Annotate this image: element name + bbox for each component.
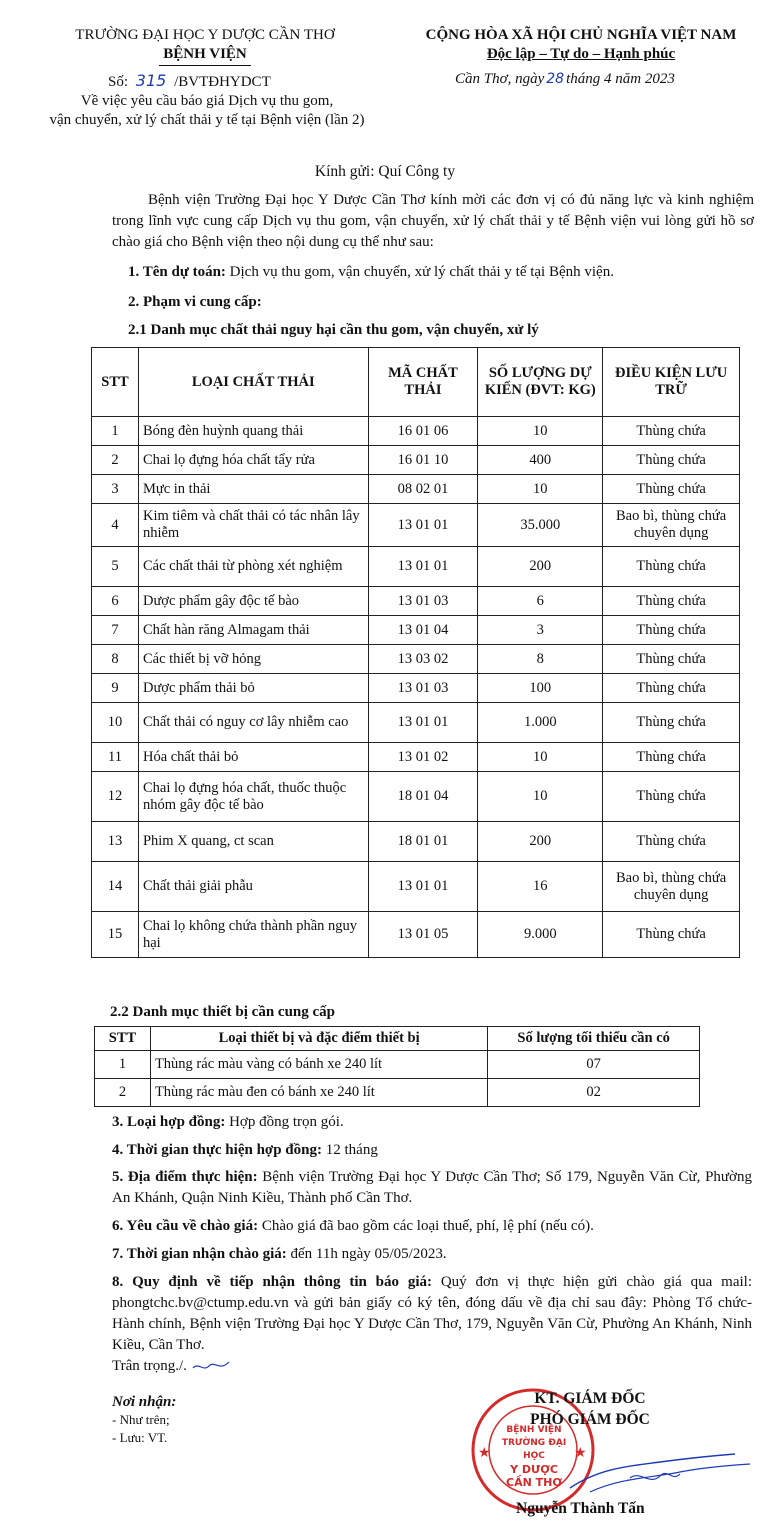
item-3-text: Hợp đồng trọn gói. <box>225 1114 344 1130</box>
row-waste-type: Dược phẩm thải bỏ <box>138 674 368 703</box>
recipient-line: - Như trên; <box>112 1412 170 1427</box>
row-waste-code: 13 01 01 <box>368 504 478 547</box>
row-waste-code: 13 01 01 <box>368 703 478 743</box>
item-5 <box>112 1167 752 1209</box>
row-waste-code: 13 01 02 <box>368 743 478 772</box>
hospital-name-text: BỆNH VIỆN <box>163 46 247 62</box>
waste-table-row <box>92 674 740 703</box>
row-storage: Thùng chứa <box>603 703 740 743</box>
item-3-label: 3. Loại hợp đồng: <box>112 1114 226 1130</box>
row-quantity: 6 <box>478 587 603 616</box>
item-8-text: Quý đơn vị thực hiện gửi chào giá qua mail: phongtchc.bv@ctump.edu.vn và gửi bản giấy có ký tên, đóng dấu về địa chỉ sau đây: Phòng Tổ chức-Hành chính, Bệnh viện Trường Đại học Y Dược Cần Thơ, 179, Nguyễn Văn Cừ, Phường An Khánh, Ninh Kiều, Cần Thơ. <box>112 1274 752 1353</box>
waste-table-row <box>92 743 740 772</box>
row-stt: 9 <box>92 674 139 703</box>
recipients-title: Nơi nhận: <box>112 1394 177 1410</box>
equipment-table <box>94 1026 700 1107</box>
row-waste-code: 13 01 01 <box>368 547 478 587</box>
row-storage: Bao bì, thùng chứa chuyên dụng <box>603 862 740 912</box>
date-line <box>455 71 675 88</box>
section-2-1: 2.1 Danh mục chất thải nguy hại cần thu gom, vận chuyển, xử lý <box>128 322 539 338</box>
row-storage: Thùng chứa <box>603 475 740 504</box>
date-suffix: tháng 4 năm 2023 <box>566 71 675 87</box>
waste-table-row <box>92 645 740 674</box>
row-waste-type: Chất thải giải phẫu <box>138 862 368 912</box>
signature-title <box>490 1388 690 1430</box>
row-storage: Bao bì, thùng chứa chuyên dụng <box>603 504 740 547</box>
equipment-table-header <box>95 1027 700 1051</box>
handwritten-signature <box>560 1448 760 1508</box>
item-6-text: Chào giá đã bao gồm các loại thuế, phí, lệ phí (nếu có). <box>258 1218 594 1234</box>
row-waste-code: 13 01 03 <box>368 587 478 616</box>
doc-no-suffix: /BVTĐHYDCT <box>174 74 271 90</box>
subject-line1: Về việc yêu cầu báo giá Dịch vụ thu gom, <box>80 93 334 109</box>
signature-line2: PHÓ GIÁM ĐỐC <box>530 1411 650 1428</box>
col-waste-type: LOẠI CHẤT THẢI <box>138 348 368 417</box>
row-storage: Thùng chứa <box>603 912 740 958</box>
signer-name: Nguyễn Thành Tấn <box>516 1500 645 1517</box>
col-min-quantity: Số lượng tối thiểu cần có <box>488 1027 700 1051</box>
subject <box>24 92 390 130</box>
row-quantity: 8 <box>478 645 603 674</box>
item-8-label: 8. Quy định về tiếp nhận thông tin báo giá: <box>112 1274 433 1290</box>
col-stt: STT <box>95 1027 151 1051</box>
university-name: TRƯỜNG ĐẠI HỌC Y DƯỢC CẦN THƠ <box>75 27 335 43</box>
waste-table-row <box>92 616 740 645</box>
row-storage: Thùng chứa <box>603 616 740 645</box>
stamp-line: BỆNH VIỆN <box>506 1425 562 1435</box>
item-7-text: đến 11h ngày 05/05/2023. <box>286 1246 447 1262</box>
row-stt: 3 <box>92 475 139 504</box>
svg-text:★: ★ <box>478 1445 491 1461</box>
waste-table-row <box>92 912 740 958</box>
row-stt: 1 <box>95 1051 151 1079</box>
row-waste-type: Dược phẩm gây độc tế bào <box>138 587 368 616</box>
row-waste-code: 13 01 05 <box>368 912 478 958</box>
row-storage: Thùng chứa <box>603 822 740 862</box>
row-stt: 6 <box>92 587 139 616</box>
closing <box>112 1358 231 1375</box>
initial-mark <box>191 1360 231 1374</box>
row-waste-type: Phim X quang, ct scan <box>138 822 368 862</box>
recipients <box>112 1393 176 1447</box>
row-waste-type: Chai lọ đựng hóa chất, thuốc thuộc nhóm gây độc tế bào <box>138 772 368 822</box>
row-waste-code: 08 02 01 <box>368 475 478 504</box>
row-storage: Thùng chứa <box>603 587 740 616</box>
waste-table-row <box>92 475 740 504</box>
row-stt: 8 <box>92 645 139 674</box>
item-6 <box>112 1216 752 1237</box>
row-stt: 2 <box>92 446 139 475</box>
date-prefix: Cần Thơ, ngày <box>455 71 545 87</box>
waste-table-row <box>92 417 740 446</box>
row-quantity: 3 <box>478 616 603 645</box>
col-stt: STT <box>92 348 139 417</box>
hospital-name <box>60 45 350 66</box>
waste-table-row <box>92 703 740 743</box>
item-5-text: Bệnh viện Trường Đại học Y Dược Cần Thơ; Số 179, Nguyễn Văn Cừ, Phường An Khánh, Quận Ninh Kiều, Thành phố Cần Thơ. <box>112 1169 752 1206</box>
row-quantity: 10 <box>478 743 603 772</box>
row-stt: 15 <box>92 912 139 958</box>
equipment-table-row <box>95 1079 700 1107</box>
row-stt: 14 <box>92 862 139 912</box>
hospital-underline <box>159 65 251 66</box>
waste-table <box>91 347 740 958</box>
row-stt: 10 <box>92 703 139 743</box>
row-waste-type: Các thiết bị vỡ hỏng <box>138 645 368 674</box>
row-waste-code: 13 01 01 <box>368 862 478 912</box>
item-7 <box>112 1244 752 1265</box>
row-min-quantity: 07 <box>488 1051 700 1079</box>
row-storage: Thùng chứa <box>603 446 740 475</box>
row-equipment: Thùng rác màu vàng có bánh xe 240 lít <box>150 1051 487 1079</box>
signature-line1: KT. GIÁM ĐỐC <box>534 1390 646 1407</box>
subject-line2: vận chuyển, xử lý chất thải y tế tại Bệnh viện (lần 2) <box>49 112 365 128</box>
item-6-label: 6. Yêu cầu về chào giá: <box>112 1218 259 1234</box>
row-quantity: 10 <box>478 417 603 446</box>
row-waste-code: 13 03 02 <box>368 645 478 674</box>
republic-title: CỘNG HÒA XÃ HỘI CHỦ NGHĨA VIỆT NAM <box>425 27 737 43</box>
row-min-quantity: 02 <box>488 1079 700 1107</box>
row-waste-type: Kim tiêm và chất thải có tác nhân lây nhiễm <box>138 504 368 547</box>
waste-table-header <box>92 348 740 417</box>
row-quantity: 1.000 <box>478 703 603 743</box>
row-stt: 4 <box>92 504 139 547</box>
item-1-text: Dịch vụ thu gom, vận chuyển, xử lý chất thải y tế tại Bệnh viện. <box>225 264 614 280</box>
waste-table-row <box>92 772 740 822</box>
row-waste-code: 13 01 03 <box>368 674 478 703</box>
row-equipment: Thùng rác màu đen có bánh xe 240 lít <box>150 1079 487 1107</box>
motto: Độc lập – Tự do – Hạnh phúc <box>486 46 676 62</box>
equipment-table-row <box>95 1051 700 1079</box>
header-right <box>398 26 764 64</box>
waste-table-row <box>92 504 740 547</box>
row-stt: 5 <box>92 547 139 587</box>
row-waste-code: 16 01 06 <box>368 417 478 446</box>
item-5-label: 5. Địa điểm thực hiện: <box>112 1169 258 1185</box>
row-waste-type: Các chất thải từ phòng xét nghiệm <box>138 547 368 587</box>
row-quantity: 16 <box>478 862 603 912</box>
date-handwritten: 28 <box>546 71 565 87</box>
closing-text: Trân trọng./. <box>112 1358 187 1374</box>
row-quantity: 100 <box>478 674 603 703</box>
col-storage: ĐIỀU KIỆN LƯU TRỮ <box>603 348 740 417</box>
col-quantity: SỐ LƯỢNG DỰ KIẾN (ĐVT: KG) <box>478 348 603 417</box>
row-waste-type: Hóa chất thải bỏ <box>138 743 368 772</box>
waste-table-row <box>92 547 740 587</box>
stamp-line: Y DƯỢC <box>510 1463 558 1476</box>
row-stt: 2 <box>95 1079 151 1107</box>
row-quantity: 400 <box>478 446 603 475</box>
svg-text:★: ★ <box>574 1445 587 1461</box>
waste-table-row <box>92 862 740 912</box>
item-4-text: 12 tháng <box>322 1142 378 1158</box>
item-1 <box>128 262 758 283</box>
col-waste-code: MÃ CHẤT THẢI <box>368 348 478 417</box>
item-7-label: 7. Thời gian nhận chào giá: <box>112 1246 287 1262</box>
waste-table-row <box>92 587 740 616</box>
doc-no-handwritten: 315 <box>135 71 167 90</box>
item-4 <box>112 1140 752 1161</box>
row-quantity: 35.000 <box>478 504 603 547</box>
row-waste-code: 18 01 01 <box>368 822 478 862</box>
row-storage: Thùng chứa <box>603 645 740 674</box>
col-equipment: Loại thiết bị và đặc điểm thiết bị <box>150 1027 487 1051</box>
row-waste-type: Mực in thải <box>138 475 368 504</box>
item-8 <box>112 1272 752 1356</box>
row-stt: 12 <box>92 772 139 822</box>
stamp-line: TRƯỜNG ĐẠI HỌC <box>501 1438 567 1461</box>
stamp-line: CẦN THƠ <box>506 1476 562 1489</box>
row-stt: 13 <box>92 822 139 862</box>
row-storage: Thùng chứa <box>603 674 740 703</box>
row-quantity: 9.000 <box>478 912 603 958</box>
row-storage: Thùng chứa <box>603 772 740 822</box>
row-waste-type: Chất hàn răng Almagam thải <box>138 616 368 645</box>
row-waste-code: 18 01 04 <box>368 772 478 822</box>
item-4-label: 4. Thời gian thực hiện hợp đồng: <box>112 1142 322 1158</box>
row-waste-code: 13 01 04 <box>368 616 478 645</box>
section-2-2: 2.2 Danh mục thiết bị cần cung cấp <box>110 1004 336 1020</box>
item-3 <box>112 1112 752 1133</box>
recipient-line: - Lưu: VT. <box>112 1430 168 1445</box>
document-number <box>108 71 271 91</box>
row-waste-type: Chất thải có nguy cơ lây nhiễm cao <box>138 703 368 743</box>
item-1-label: 1. Tên dự toán: <box>128 264 226 280</box>
row-storage: Thùng chứa <box>603 417 740 446</box>
row-waste-code: 16 01 10 <box>368 446 478 475</box>
row-waste-type: Chai lọ không chứa thành phần nguy hại <box>138 912 368 958</box>
row-quantity: 200 <box>478 547 603 587</box>
intro-paragraph: Bệnh viện Trường Đại học Y Dược Cần Thơ kính mời các đơn vị có đủ năng lực và kinh nghiệm trong lĩnh vực cung cấp Dịch vụ thu gom, vận chuyển, xử lý chất thải y tế Bệnh viện vui lòng gửi hồ sơ chào giá cho Bệnh viện theo nội dung cụ thể như sau: <box>112 192 754 250</box>
doc-no-label: Số: <box>108 74 129 90</box>
row-storage: Thùng chứa <box>603 743 740 772</box>
header-left <box>60 26 350 66</box>
row-waste-type: Chai lọ đựng hóa chất tẩy rửa <box>138 446 368 475</box>
row-quantity: 10 <box>478 475 603 504</box>
salutation: Kính gửi: Quí Công ty <box>314 163 456 180</box>
waste-table-row <box>92 446 740 475</box>
row-storage: Thùng chứa <box>603 547 740 587</box>
row-stt: 7 <box>92 616 139 645</box>
row-stt: 1 <box>92 417 139 446</box>
row-waste-type: Bóng đèn huỳnh quang thải <box>138 417 368 446</box>
row-stt: 11 <box>92 743 139 772</box>
item-2: 2. Phạm vi cung cấp: <box>128 294 262 310</box>
row-quantity: 10 <box>478 772 603 822</box>
row-quantity: 200 <box>478 822 603 862</box>
waste-table-row <box>92 822 740 862</box>
